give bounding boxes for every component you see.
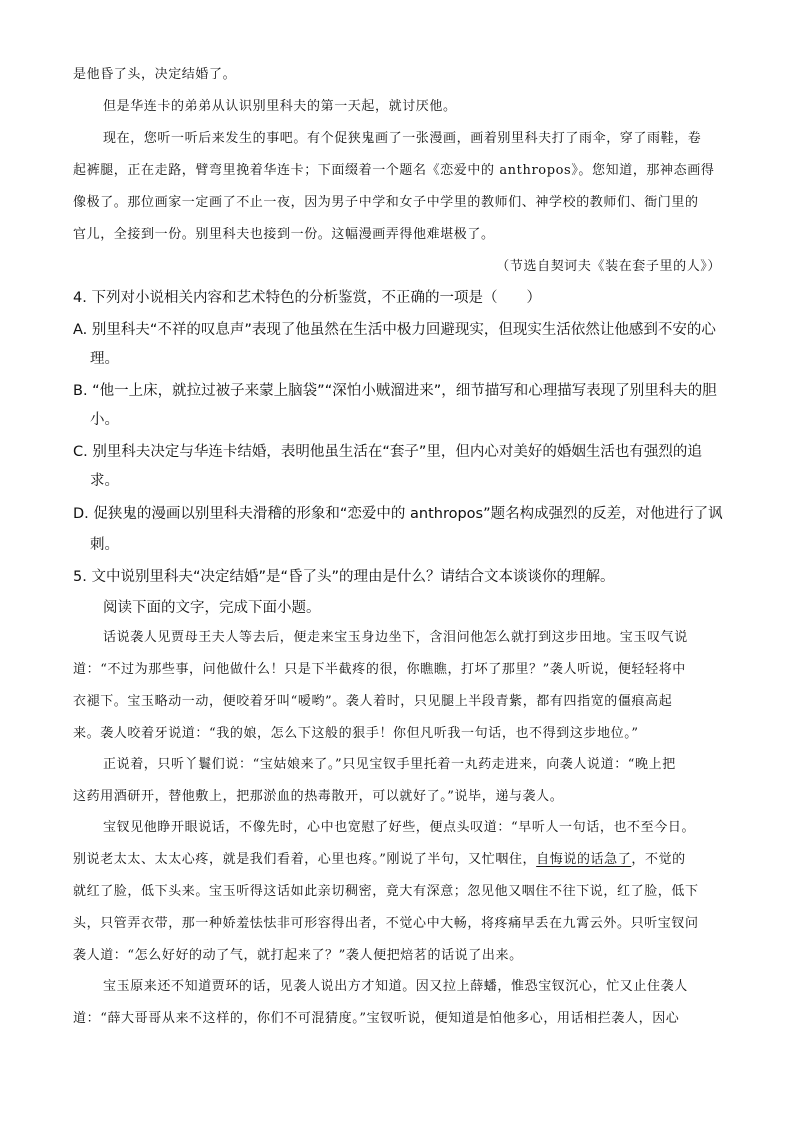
story1-source: （节选自契诃夫《装在套子里的人》）: [496, 259, 721, 274]
underlined-phrase: 自悔说的话急了: [536, 852, 632, 867]
question-4-option-c-cont: 求。: [90, 473, 119, 489]
story1-line-6: 官儿，全接到一份。别里科夫也接到一份。这幅漫画弄得他难堪极了。: [73, 227, 495, 242]
reading-instruction: 阅读下面的文字，完成下面小题。: [103, 600, 321, 616]
story2-p1-line-4: 来。袭人咬着牙说道：“我的娘，怎么下这般的狠手！你但凡听我一句话，也不得到这步地位。”: [73, 726, 639, 741]
story2-p1-line-1: 话说袭人见贾母王夫人等去后，便走来宝玉身边坐下，含泪问他怎么就打到这步田地。宝玉叹气说: [103, 630, 688, 645]
story2-p2-line-2: 这药用酒研开，替他敷上，把那淤血的热毒散开，可以就好了。”说毕，递与袭人。: [73, 789, 564, 804]
story2-p3-line-2-text-a: 别说老太太、太太心疼，就是我们看着，心里也疼。”刚说了半句，又忙咽住，: [73, 852, 537, 867]
question-4-option-a-cont: 理。: [90, 351, 119, 367]
story2-p1-line-2: 道：“不过为那些事，问他做什么！只是下半截疼的很，你瞧瞧，打坏了那里？”袭人听说，便轻轻将中: [73, 662, 686, 677]
story2-p4-line-1: 宝玉原来还不知道贾环的话，见袭人说出方才知道。因又拉上薛蟠，惟恐宝钗沉心，忙又止住袭人: [103, 979, 688, 994]
story1-line-4: 起裤腿，正在走路，臂弯里挽着华连卡；下面缀着一个题名《恋爱中的 anthropos》。您知道，那神态画得: [73, 163, 715, 178]
story2-p3-line-2: [73, 844, 686, 876]
question-5-stem: 5. 文中说别里科夫“决定结婚”是“昏了头”的理由是什么？请结合文本谈谈你的理解。: [73, 569, 615, 585]
question-4-option-b: B. “他一上床，就拉过被子来蒙上脑袋”“深怕小贼溜进来”，细节描写和心理描写表现了别里科夫的胆: [73, 383, 717, 399]
story2-p3-line-5: 袭人道：“怎么好好的动了气，就打起来了？”袭人便把焙茗的话说了出来。: [73, 948, 523, 963]
story2-p1-line-3: 衣褪下。宝玉略动一动，便咬着牙叫“嗳哟”。袭人着时，只见腿上半段青紫，都有四指宽的僵痕高起: [73, 694, 673, 709]
story1-line-1: 是他昏了头，决定结婚了。: [73, 67, 237, 82]
story2-p3-line-2-text-b: ，不觉的: [631, 852, 686, 867]
story2-p3-line-1: 宝钗见他睁开眼说话，不像先时，心中也宽慰了好些，便点头叹道：“早听人一句话，也不至今日。: [103, 820, 696, 835]
question-4-option-d: D. 促狭鬼的漫画以别里科夫滑稽的形象和“恋爱中的 anthropos”题名构成强烈的反差，对他进行了讽: [73, 506, 723, 522]
question-4-option-a: A. 别里科夫“不祥的叹息声”表现了他虽然在生活中极力回避现实，但现实生活依然让他感到不安的心: [73, 322, 716, 338]
question-4-option-b-cont: 小。: [90, 412, 119, 428]
question-4-option-c: C. 别里科夫决定与华连卡结婚，表明他虽生活在“套子”里，但内心对美好的婚姻生活也有强烈的追: [73, 444, 702, 460]
question-4-option-d-cont: 刺。: [90, 537, 119, 553]
story2-p4-line-2: 道：“薛大哥哥从来不这样的，你们不可混猜度。”宝钗听说，便知道是怕他多心，用话相拦袭人，因心: [73, 1011, 680, 1026]
story2-p3-line-4: 头，只管弄衣带，那一种娇羞怯怯非可形容得出者，不觉心中大畅，将疼痛早丢在九霄云外。只听宝钗问: [73, 916, 699, 931]
story2-p3-line-3: 就红了脸，低下头来。宝玉听得这话如此亲切稠密，竟大有深意；忽见他又咽住不往下说，红了脸，低下: [73, 884, 699, 899]
story1-line-5: 像极了。那位画家一定画了不止一夜，因为男子中学和女子中学里的教师们、神学校的教师们、衙门里的: [73, 195, 699, 210]
story2-p2-line-1: 正说着，只听丫鬟们说：“宝姑娘来了。”只见宝钗手里托着一丸药走进来，向袭人说道：“晚上把: [103, 757, 676, 772]
question-4-stem: 4. 下列对小说相关内容和艺术特色的分析鉴赏，不正确的一项是（ ）: [73, 290, 541, 306]
story1-line-2: 但是华连卡的弟弟从认识别里科夫的第一天起，就讨厌他。: [103, 99, 457, 114]
story1-line-3: 现在，您听一听后来发生的事吧。有个促狭鬼画了一张漫画，画着别里科夫打了雨伞，穿了雨鞋，卷: [103, 131, 702, 146]
